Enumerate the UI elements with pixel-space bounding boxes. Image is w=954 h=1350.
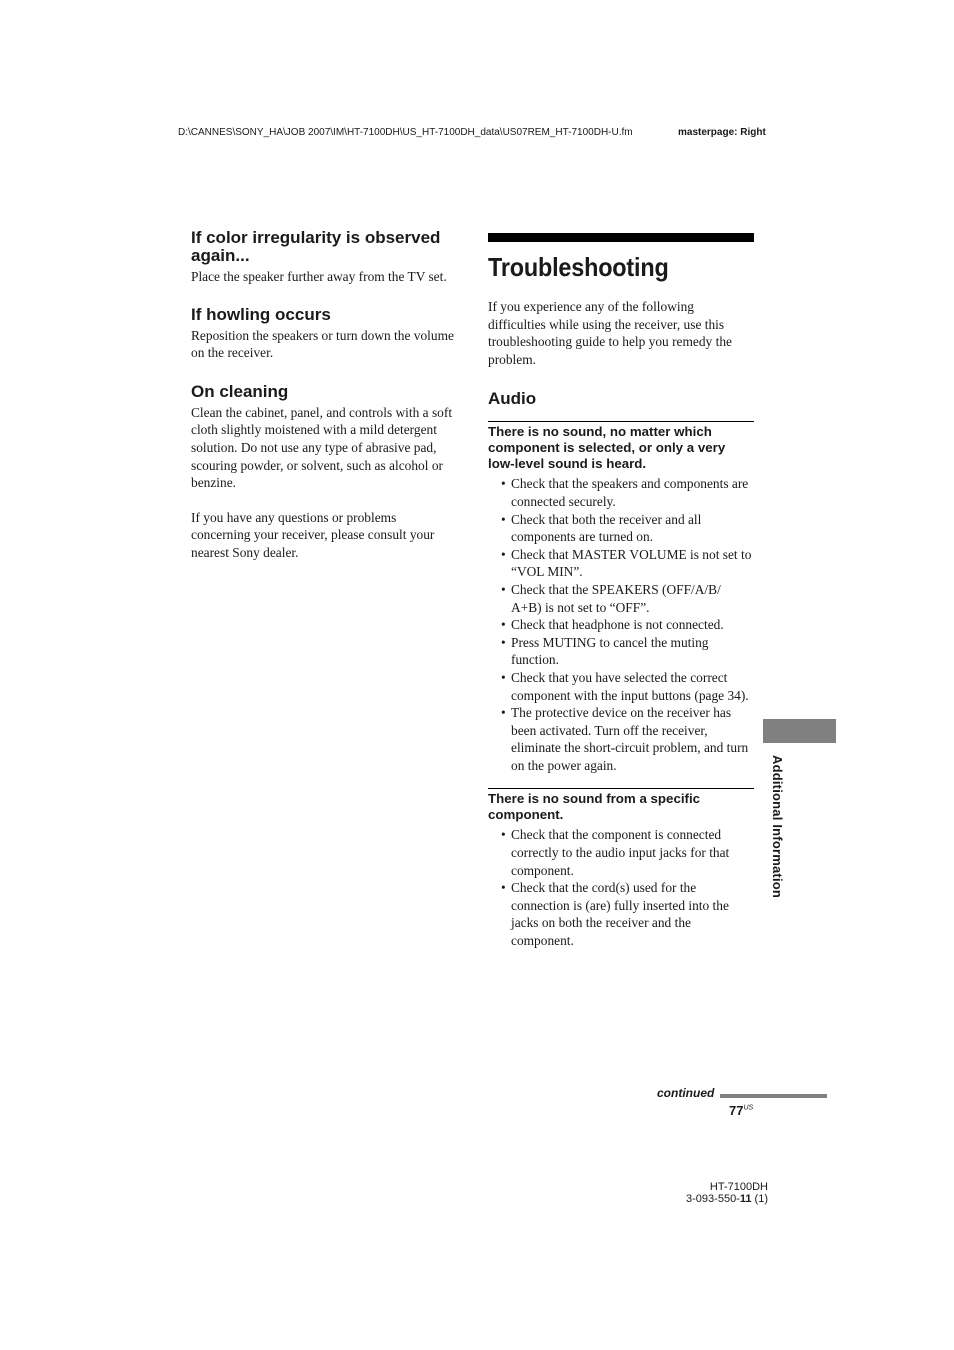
continued-label: continued (657, 1086, 715, 1100)
color-irregularity-heading: If color irregularity is observed again... (191, 228, 441, 265)
model-name: HT-7100DH (709, 1181, 768, 1193)
list-item: • Check that the SPEAKERS (OFF/A/B/ A+B) is not set to “OFF”. (501, 581, 754, 616)
page-title: Troubleshooting (488, 252, 669, 282)
list-item: • Check that you have selected the correct component with the input buttons (page 34). (501, 669, 754, 704)
file-path-header: D:\CANNES\SONY_HA\JOB 2007\IM\HT-7100DH\US_HT-7100DH_data\US07REM_HT-7100DH-U.fm (178, 127, 633, 138)
section-tab-label: Additional Information (770, 755, 785, 899)
list-item: • Check that MASTER VOLUME is not set to “VOL MIN”. (501, 546, 754, 581)
list-item: • The protective device on the receiver has been activated. Turn off the receiver, eliminate the short-circuit problem, and turn on the power again. (501, 704, 754, 774)
cleaning-text: Clean the cabinet, panel, and controls with a soft cloth slightly moistened with a mild detergent solution. Do not use any type of abrasive pad, scouring powder, or solvent, such as alcohol or benzine. (191, 404, 453, 491)
howling-text: Reposition the speakers or turn down the volume on the receiver. (191, 327, 454, 361)
page-number-suffix: US (743, 1104, 754, 1112)
list-item: • Check that the component is connected correctly to the audio input jacks for that component. (501, 826, 754, 879)
part-number-revision: 11 (739, 1193, 752, 1205)
solution-list-specific-component (488, 826, 754, 949)
page-number-value: 77 (729, 1103, 744, 1118)
color-irregularity-text: Place the speaker further away from the TV set. (191, 269, 447, 284)
model-footer (660, 1181, 768, 1205)
masterpage-label: masterpage: Right (678, 127, 766, 138)
part-number-suffix: (1) (751, 1193, 768, 1205)
page-number (729, 1103, 753, 1118)
right-column (488, 233, 754, 950)
section-tab-marker (763, 719, 836, 743)
dealer-note: If you have any questions or problems concerning your receiver, please consult your nearest Sony dealer. (191, 509, 435, 560)
part-number (660, 1193, 768, 1205)
problem-heading-specific-component: There is no sound from a specific component. (488, 791, 701, 823)
list-item: • Check that both the receiver and all components are turned on. (501, 511, 754, 546)
list-item: • Check that headphone is not connected. (501, 616, 754, 634)
howling-heading: If howling occurs (191, 304, 331, 324)
continued-rule (720, 1094, 827, 1098)
list-item: • Check that the speakers and components are connected securely. (501, 475, 754, 510)
intro-text: If you experience any of the following difficulties while using the receiver, use this troubleshooting guide to help you remedy the problem. (488, 299, 732, 367)
cleaning-heading: On cleaning (191, 381, 289, 401)
list-item: • Press MUTING to cancel the muting function. (501, 634, 754, 669)
title-rule (488, 233, 754, 242)
part-number-prefix: 3-093-550- (686, 1193, 740, 1205)
solution-list-no-sound (488, 475, 754, 774)
audio-section-heading: Audio (488, 389, 537, 409)
left-column (191, 229, 459, 562)
problem-heading-no-sound: There is no sound, no matter which component is selected, or only a very low-level sound is heard. (488, 424, 726, 472)
list-item: • Check that the cord(s) used for the connection is (are) fully inserted into the jacks on both the receiver and the component. (501, 879, 754, 949)
